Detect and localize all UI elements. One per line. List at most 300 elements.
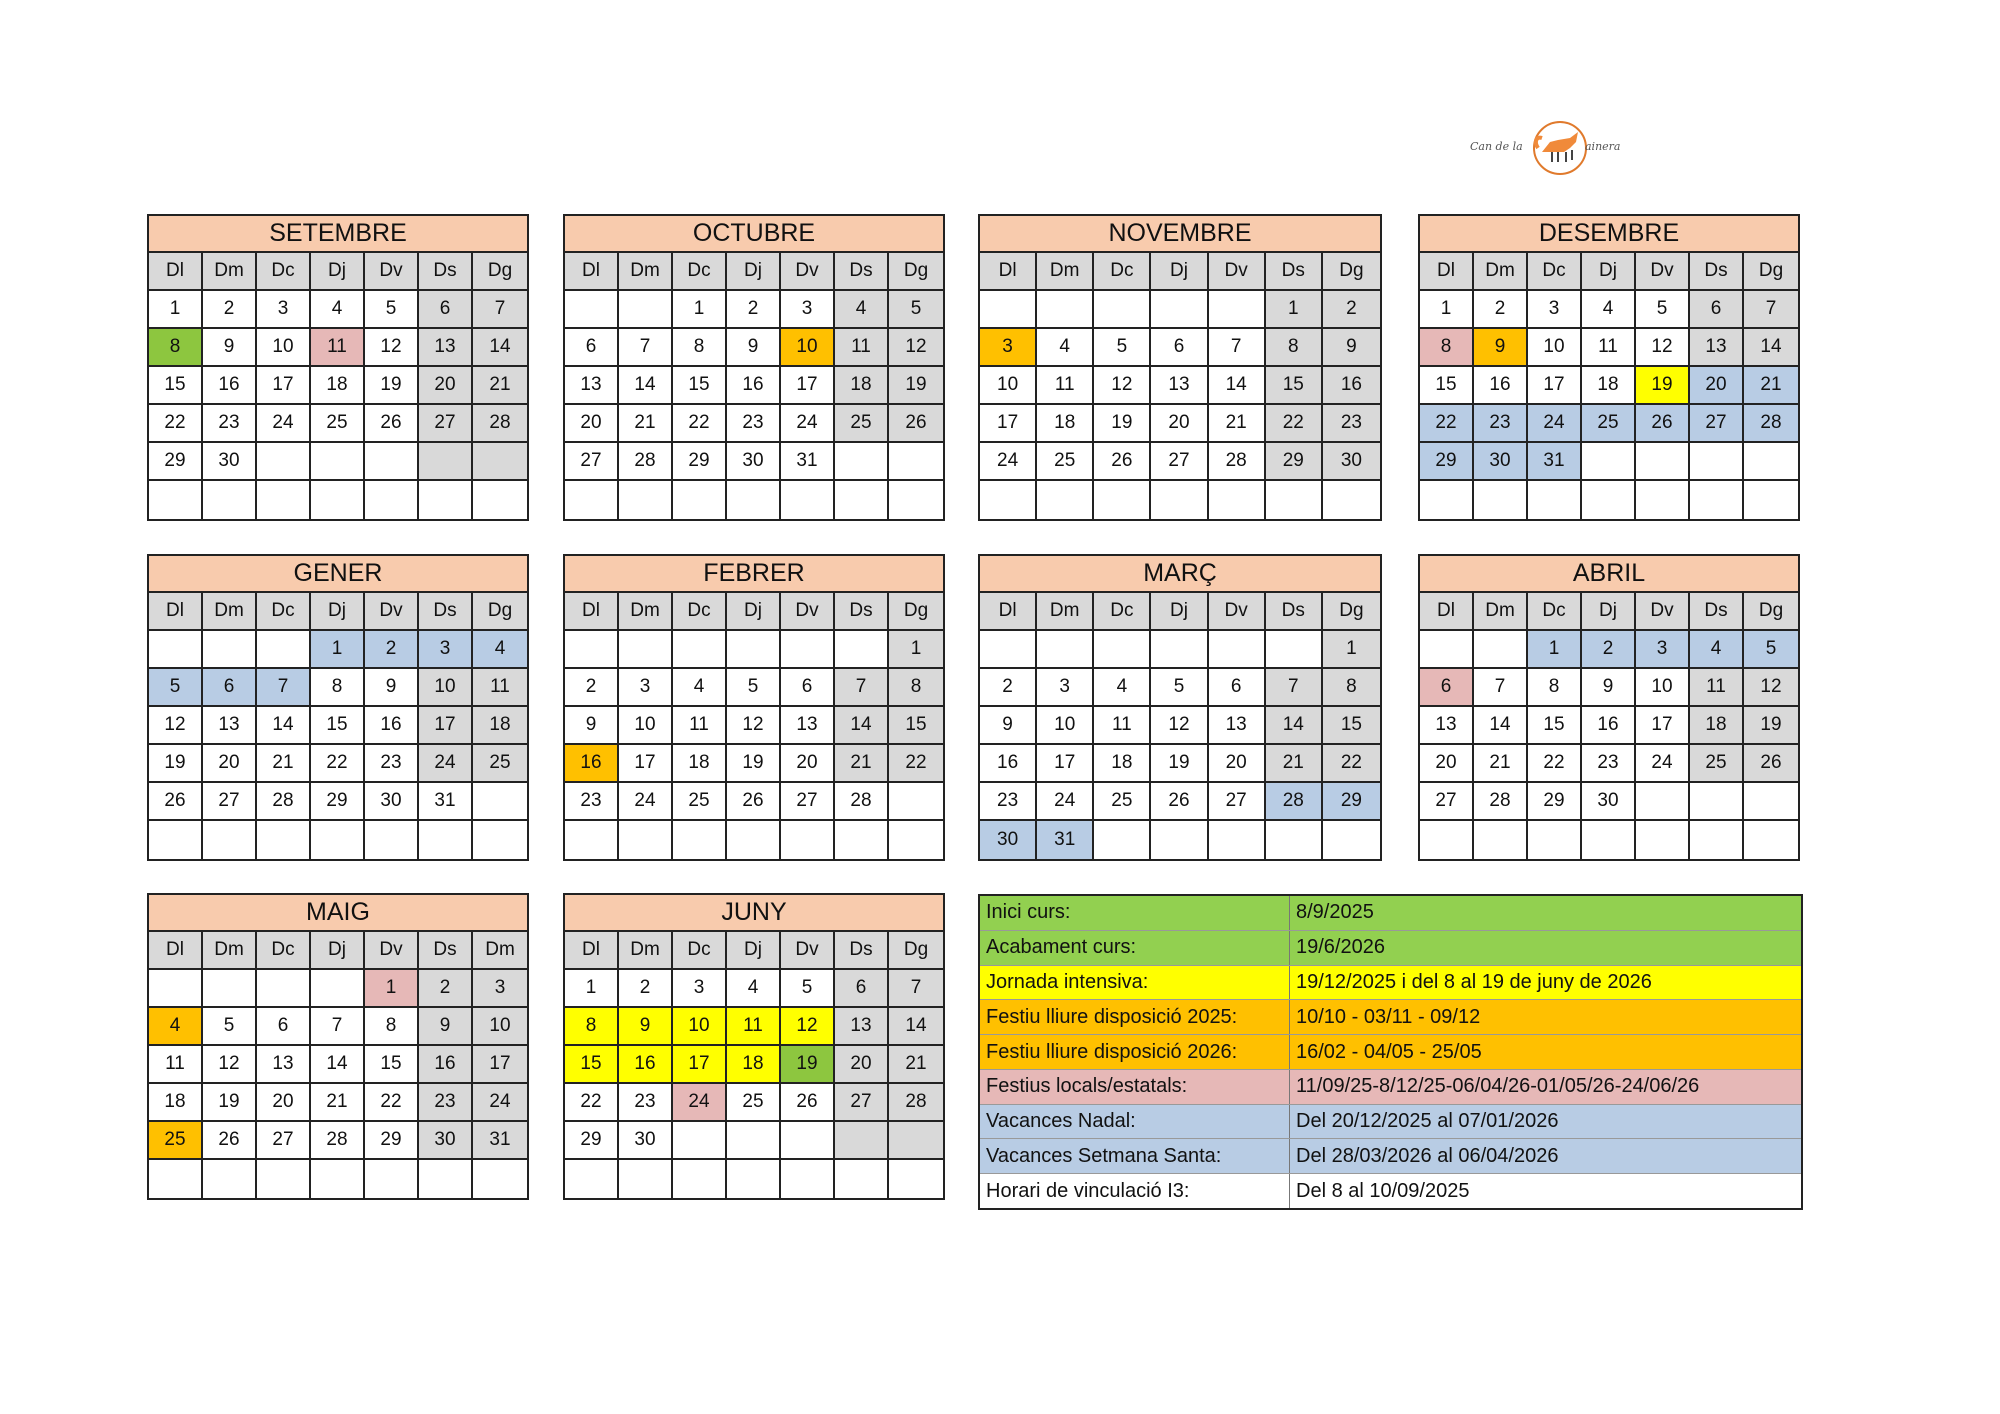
weekday-header: Dv — [781, 593, 835, 631]
empty-cell — [673, 481, 727, 519]
empty-cell — [203, 970, 257, 1008]
weekday-header: Ds — [1266, 593, 1323, 631]
empty-cell — [619, 1160, 673, 1198]
day-cell: 10 — [980, 367, 1037, 405]
day-cell: 4 — [727, 970, 781, 1008]
weekday-header: Ds — [835, 593, 889, 631]
month-7 — [1418, 554, 1800, 861]
day-cell: 8 — [149, 329, 203, 367]
day-cell: 8 — [1420, 329, 1474, 367]
day-cell: 26 — [1151, 783, 1208, 821]
legend-value: 11/09/25-8/12/25-06/04/26-01/05/26-24/06/26 — [1296, 1075, 1700, 1098]
day-cell: 2 — [419, 970, 473, 1008]
day-cell: 22 — [1266, 405, 1323, 443]
empty-cell — [1209, 291, 1266, 329]
day-cell: 1 — [365, 970, 419, 1008]
day-cell: 2 — [1474, 291, 1528, 329]
empty-cell — [1474, 631, 1528, 669]
day-cell: 7 — [257, 669, 311, 707]
day-cell: 17 — [980, 405, 1037, 443]
day-cell: 27 — [1209, 783, 1266, 821]
legend-row — [980, 1070, 1801, 1105]
day-cell: 20 — [1151, 405, 1208, 443]
fox-logo-icon — [1530, 118, 1590, 178]
day-cell: 22 — [1420, 405, 1474, 443]
day-cell: 10 — [257, 329, 311, 367]
weekday-header: Ds — [1690, 253, 1744, 291]
day-cell: 12 — [1636, 329, 1690, 367]
day-cell: 27 — [1420, 783, 1474, 821]
day-cell: 17 — [619, 745, 673, 783]
day-cell: 5 — [1636, 291, 1690, 329]
empty-cell — [1323, 821, 1380, 859]
legend-row — [980, 931, 1801, 966]
day-cell: 5 — [1151, 669, 1208, 707]
empty-cell — [1266, 631, 1323, 669]
weekday-header: Dl — [565, 253, 619, 291]
empty-cell — [835, 1122, 889, 1160]
day-cell: 22 — [149, 405, 203, 443]
empty-cell — [1582, 821, 1636, 859]
empty-cell — [1209, 821, 1266, 859]
empty-cell — [1744, 821, 1798, 859]
day-cell: 3 — [1636, 631, 1690, 669]
day-cell: 7 — [473, 291, 527, 329]
empty-cell — [473, 783, 527, 821]
weekday-header: Dj — [1151, 593, 1208, 631]
day-cell: 8 — [1528, 669, 1582, 707]
empty-cell — [1151, 481, 1208, 519]
day-cell: 2 — [619, 970, 673, 1008]
empty-cell — [673, 1122, 727, 1160]
weekday-header: Dv — [365, 593, 419, 631]
empty-cell — [565, 291, 619, 329]
empty-cell — [149, 821, 203, 859]
legend-label: Festiu lliure disposició 2025: — [980, 1000, 1290, 1034]
empty-cell — [365, 481, 419, 519]
day-cell: 14 — [1266, 707, 1323, 745]
legend-row — [980, 1139, 1801, 1174]
empty-cell — [1474, 821, 1528, 859]
empty-cell — [727, 1122, 781, 1160]
day-cell: 21 — [619, 405, 673, 443]
empty-cell — [835, 821, 889, 859]
weekday-header: Dj — [311, 253, 365, 291]
day-cell: 24 — [673, 1084, 727, 1122]
day-cell: 18 — [673, 745, 727, 783]
day-cell: 19 — [781, 1046, 835, 1084]
day-cell: 18 — [1037, 405, 1094, 443]
day-cell: 14 — [1744, 329, 1798, 367]
day-cell: 24 — [781, 405, 835, 443]
empty-cell — [473, 481, 527, 519]
day-cell: 17 — [257, 367, 311, 405]
month-title: SETEMBRE — [149, 216, 527, 253]
empty-cell — [1690, 783, 1744, 821]
day-cell: 15 — [889, 707, 943, 745]
day-cell: 15 — [1420, 367, 1474, 405]
day-cell: 16 — [565, 745, 619, 783]
month-title: OCTUBRE — [565, 216, 943, 253]
weekday-header: Dj — [727, 932, 781, 970]
day-cell: 6 — [257, 1008, 311, 1046]
day-cell: 15 — [565, 1046, 619, 1084]
day-cell: 11 — [835, 329, 889, 367]
day-cell: 5 — [149, 669, 203, 707]
weekday-header: Dj — [727, 253, 781, 291]
empty-cell — [311, 1160, 365, 1198]
weekday-header: Dc — [1094, 253, 1151, 291]
empty-cell — [149, 970, 203, 1008]
day-cell: 7 — [311, 1008, 365, 1046]
day-cell: 16 — [1474, 367, 1528, 405]
day-cell: 28 — [835, 783, 889, 821]
day-cell: 14 — [473, 329, 527, 367]
weekday-header: Dv — [1209, 593, 1266, 631]
legend-row — [980, 1035, 1801, 1070]
day-cell: 7 — [1744, 291, 1798, 329]
legend-label: Horari de vinculació I3: — [980, 1174, 1290, 1208]
day-cell: 3 — [473, 970, 527, 1008]
empty-cell — [311, 821, 365, 859]
day-cell: 14 — [835, 707, 889, 745]
month-grid — [1420, 253, 1798, 519]
empty-cell — [1151, 631, 1208, 669]
weekday-header: Dm — [1474, 593, 1528, 631]
empty-cell — [1636, 821, 1690, 859]
day-cell: 18 — [1582, 367, 1636, 405]
weekday-header: Dj — [1582, 253, 1636, 291]
legend-value: 19/6/2026 — [1296, 936, 1385, 959]
day-cell: 17 — [781, 367, 835, 405]
day-cell: 6 — [781, 669, 835, 707]
weekday-header: Dc — [1528, 593, 1582, 631]
day-cell: 29 — [673, 443, 727, 481]
day-cell: 11 — [673, 707, 727, 745]
empty-cell — [311, 970, 365, 1008]
day-cell: 14 — [889, 1008, 943, 1046]
day-cell: 20 — [419, 367, 473, 405]
day-cell: 4 — [473, 631, 527, 669]
empty-cell — [365, 443, 419, 481]
weekday-header: Dc — [673, 593, 727, 631]
day-cell: 12 — [149, 707, 203, 745]
day-cell: 20 — [781, 745, 835, 783]
empty-cell — [1037, 631, 1094, 669]
day-cell: 30 — [619, 1122, 673, 1160]
day-cell: 19 — [149, 745, 203, 783]
month-grid — [565, 932, 943, 1198]
legend-label: Inici curs: — [980, 896, 1290, 930]
empty-cell — [203, 631, 257, 669]
day-cell: 2 — [1323, 291, 1380, 329]
day-cell: 3 — [673, 970, 727, 1008]
empty-cell — [889, 481, 943, 519]
empty-cell — [727, 1160, 781, 1198]
day-cell: 26 — [727, 783, 781, 821]
weekday-header: Dl — [1420, 253, 1474, 291]
day-cell: 3 — [980, 329, 1037, 367]
day-cell: 16 — [419, 1046, 473, 1084]
day-cell: 9 — [1474, 329, 1528, 367]
empty-cell — [473, 443, 527, 481]
weekday-header: Dl — [980, 593, 1037, 631]
day-cell: 21 — [311, 1084, 365, 1122]
day-cell: 1 — [565, 970, 619, 1008]
weekday-header: Dg — [1323, 253, 1380, 291]
empty-cell — [203, 821, 257, 859]
day-cell: 14 — [257, 707, 311, 745]
empty-cell — [1528, 481, 1582, 519]
month-2 — [978, 214, 1382, 521]
day-cell: 5 — [889, 291, 943, 329]
day-cell: 10 — [673, 1008, 727, 1046]
day-cell: 22 — [365, 1084, 419, 1122]
weekday-header: Dl — [149, 253, 203, 291]
empty-cell — [619, 481, 673, 519]
weekday-header: Dc — [1094, 593, 1151, 631]
day-cell: 4 — [1690, 631, 1744, 669]
day-cell: 7 — [1266, 669, 1323, 707]
day-cell: 21 — [1474, 745, 1528, 783]
weekday-header: Dc — [673, 932, 727, 970]
day-cell: 25 — [835, 405, 889, 443]
day-cell: 23 — [980, 783, 1037, 821]
day-cell: 21 — [473, 367, 527, 405]
empty-cell — [781, 481, 835, 519]
empty-cell — [311, 481, 365, 519]
empty-cell — [419, 1160, 473, 1198]
weekday-header: Dv — [781, 253, 835, 291]
day-cell: 7 — [1209, 329, 1266, 367]
day-cell: 13 — [1209, 707, 1266, 745]
day-cell: 11 — [1582, 329, 1636, 367]
day-cell: 28 — [1266, 783, 1323, 821]
weekday-header: Dc — [257, 253, 311, 291]
day-cell: 12 — [1744, 669, 1798, 707]
day-cell: 7 — [1474, 669, 1528, 707]
day-cell: 9 — [565, 707, 619, 745]
day-cell: 24 — [419, 745, 473, 783]
legend-value: 8/9/2025 — [1296, 901, 1374, 924]
empty-cell — [781, 1160, 835, 1198]
legend-value: Del 20/12/2025 al 07/01/2026 — [1296, 1110, 1559, 1133]
day-cell: 14 — [619, 367, 673, 405]
day-cell: 4 — [673, 669, 727, 707]
weekday-header: Dj — [727, 593, 781, 631]
empty-cell — [673, 631, 727, 669]
empty-cell — [1094, 291, 1151, 329]
day-cell: 29 — [1323, 783, 1380, 821]
legend-row — [980, 1000, 1801, 1035]
weekday-header: Dl — [565, 593, 619, 631]
empty-cell — [781, 631, 835, 669]
month-grid — [149, 932, 527, 1198]
weekday-header: Ds — [419, 593, 473, 631]
day-cell: 14 — [311, 1046, 365, 1084]
day-cell: 12 — [781, 1008, 835, 1046]
empty-cell — [1209, 631, 1266, 669]
day-cell: 23 — [619, 1084, 673, 1122]
day-cell: 17 — [473, 1046, 527, 1084]
weekday-header: Dv — [365, 932, 419, 970]
day-cell: 20 — [1690, 367, 1744, 405]
empty-cell — [1690, 821, 1744, 859]
day-cell: 11 — [311, 329, 365, 367]
empty-cell — [365, 821, 419, 859]
day-cell: 5 — [727, 669, 781, 707]
day-cell: 13 — [257, 1046, 311, 1084]
weekday-header: Dl — [1420, 593, 1474, 631]
day-cell: 19 — [203, 1084, 257, 1122]
weekday-header: Dg — [1323, 593, 1380, 631]
month-title: MARÇ — [980, 556, 1380, 593]
day-cell: 17 — [1037, 745, 1094, 783]
empty-cell — [365, 1160, 419, 1198]
empty-cell — [419, 821, 473, 859]
day-cell: 11 — [1037, 367, 1094, 405]
weekday-header: Dl — [565, 932, 619, 970]
day-cell: 23 — [727, 405, 781, 443]
day-cell: 3 — [781, 291, 835, 329]
day-cell: 13 — [203, 707, 257, 745]
day-cell: 27 — [835, 1084, 889, 1122]
weekday-header: Dc — [257, 932, 311, 970]
empty-cell — [1420, 821, 1474, 859]
day-cell: 13 — [1420, 707, 1474, 745]
day-cell: 23 — [419, 1084, 473, 1122]
empty-cell — [835, 631, 889, 669]
empty-cell — [149, 1160, 203, 1198]
day-cell: 6 — [203, 669, 257, 707]
day-cell: 12 — [365, 329, 419, 367]
day-cell: 2 — [365, 631, 419, 669]
day-cell: 8 — [1266, 329, 1323, 367]
month-grid — [980, 253, 1380, 519]
empty-cell — [1094, 481, 1151, 519]
month-6 — [978, 554, 1382, 861]
day-cell: 6 — [1151, 329, 1208, 367]
day-cell: 17 — [1528, 367, 1582, 405]
day-cell: 19 — [1636, 367, 1690, 405]
day-cell: 7 — [889, 970, 943, 1008]
day-cell: 21 — [889, 1046, 943, 1084]
day-cell: 4 — [1037, 329, 1094, 367]
day-cell: 7 — [835, 669, 889, 707]
day-cell: 8 — [365, 1008, 419, 1046]
day-cell: 28 — [1474, 783, 1528, 821]
empty-cell — [203, 1160, 257, 1198]
weekday-header: Dj — [1582, 593, 1636, 631]
day-cell: 12 — [727, 707, 781, 745]
day-cell: 11 — [473, 669, 527, 707]
empty-cell — [619, 291, 673, 329]
weekday-header: Dc — [1528, 253, 1582, 291]
day-cell: 18 — [473, 707, 527, 745]
day-cell: 15 — [149, 367, 203, 405]
day-cell: 14 — [1209, 367, 1266, 405]
empty-cell — [1582, 443, 1636, 481]
day-cell: 22 — [311, 745, 365, 783]
day-cell: 13 — [781, 707, 835, 745]
day-cell: 26 — [889, 405, 943, 443]
empty-cell — [727, 631, 781, 669]
day-cell: 10 — [1636, 669, 1690, 707]
day-cell: 1 — [1266, 291, 1323, 329]
day-cell: 22 — [565, 1084, 619, 1122]
empty-cell — [1266, 481, 1323, 519]
weekday-header: Dv — [365, 253, 419, 291]
empty-cell — [1636, 443, 1690, 481]
day-cell: 30 — [1582, 783, 1636, 821]
empty-cell — [1151, 821, 1208, 859]
month-grid — [565, 593, 943, 859]
day-cell: 2 — [980, 669, 1037, 707]
day-cell: 16 — [203, 367, 257, 405]
empty-cell — [1636, 783, 1690, 821]
day-cell: 31 — [1037, 821, 1094, 859]
school-logo — [1470, 118, 1650, 178]
month-grid — [149, 593, 527, 859]
day-cell: 28 — [1744, 405, 1798, 443]
day-cell: 29 — [311, 783, 365, 821]
day-cell: 1 — [311, 631, 365, 669]
weekday-header: Dl — [149, 593, 203, 631]
day-cell: 21 — [1266, 745, 1323, 783]
empty-cell — [257, 970, 311, 1008]
day-cell: 27 — [781, 783, 835, 821]
day-cell: 1 — [1528, 631, 1582, 669]
empty-cell — [835, 481, 889, 519]
day-cell: 23 — [365, 745, 419, 783]
day-cell: 4 — [311, 291, 365, 329]
weekday-header: Dg — [473, 253, 527, 291]
day-cell: 3 — [619, 669, 673, 707]
day-cell: 9 — [365, 669, 419, 707]
empty-cell — [1151, 291, 1208, 329]
day-cell: 25 — [1094, 783, 1151, 821]
day-cell: 24 — [257, 405, 311, 443]
day-cell: 13 — [1690, 329, 1744, 367]
weekday-header: Dm — [473, 932, 527, 970]
empty-cell — [1209, 481, 1266, 519]
day-cell: 11 — [727, 1008, 781, 1046]
weekday-header: Dl — [980, 253, 1037, 291]
empty-cell — [1582, 481, 1636, 519]
day-cell: 5 — [203, 1008, 257, 1046]
day-cell: 1 — [1323, 631, 1380, 669]
day-cell: 25 — [1037, 443, 1094, 481]
day-cell: 9 — [1323, 329, 1380, 367]
day-cell: 17 — [673, 1046, 727, 1084]
day-cell: 15 — [1323, 707, 1380, 745]
day-cell: 18 — [1094, 745, 1151, 783]
day-cell: 20 — [257, 1084, 311, 1122]
day-cell: 5 — [365, 291, 419, 329]
day-cell: 18 — [311, 367, 365, 405]
month-grid — [149, 253, 527, 519]
day-cell: 13 — [565, 367, 619, 405]
month-grid — [1420, 593, 1798, 859]
weekday-header: Dc — [257, 593, 311, 631]
day-cell: 28 — [473, 405, 527, 443]
weekday-header: Dg — [473, 593, 527, 631]
day-cell: 29 — [1266, 443, 1323, 481]
day-cell: 16 — [1323, 367, 1380, 405]
empty-cell — [257, 821, 311, 859]
day-cell: 16 — [619, 1046, 673, 1084]
day-cell: 19 — [1744, 707, 1798, 745]
